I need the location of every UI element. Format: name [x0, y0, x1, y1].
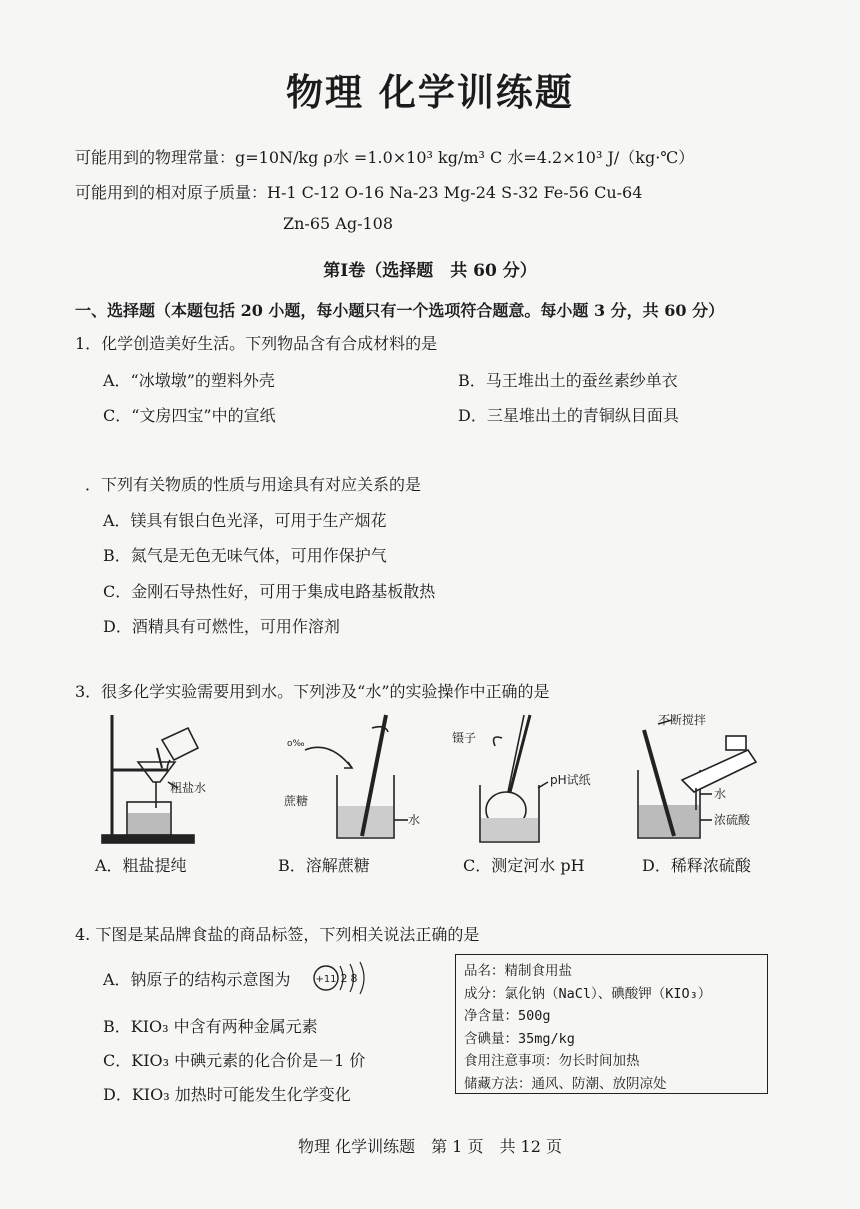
atomic-masses: 可能用到的相对原子质量：H-1 C-12 O-16 Na-23 Mg-24 S-32 Fe-56 Cu-64	[75, 183, 643, 202]
label-tweezers: 镊子	[452, 731, 477, 745]
atom-shell-2: 8	[350, 972, 358, 985]
question-2-stem: ．下列有关物质的性质与用途具有对应关系的是	[85, 475, 422, 494]
label-product-name: 品名：精制食用盐	[464, 963, 572, 979]
question-4-option-a	[103, 967, 291, 990]
question-1-option-a: A．“冰墩墩”的塑料外壳	[103, 371, 275, 390]
question-3-option-b: B．溶解蔗糖	[278, 856, 370, 875]
label-sucrose: 蔗糖	[284, 794, 309, 808]
question-3-option-a: A．粗盐提纯	[95, 856, 187, 875]
question-4-option-b: B．KIO₃ 中含有两种金属元素	[103, 1017, 318, 1036]
atom-shell-1: 2	[340, 972, 348, 985]
filtration-figure	[102, 715, 198, 843]
question-2-option-d: D．酒精具有可燃性，可用作溶剂	[103, 617, 340, 636]
atom-nucleus: +11	[315, 974, 337, 985]
question-2-option-b: B．氮气是无色无味气体，可用作保护气	[103, 546, 387, 565]
question-2-option-a: A．镁具有银白色光泽，可用于生产烟花	[103, 511, 387, 530]
label-stir: 不断搅拌	[658, 713, 707, 727]
atomic-masses-cont: Zn-65 Ag-108	[283, 214, 394, 233]
question-1-option-c: C．“文房四宝”中的宣纸	[103, 406, 276, 425]
question-4-option-d: D．KIO₃ 加热时可能发生化学变化	[103, 1085, 351, 1104]
question-1-option-b: B．马王堆出土的蚕丝素纱单衣	[458, 371, 678, 390]
question-1-stem: 1．化学创造美好生活。下列物品含有合成材料的是	[75, 334, 438, 353]
dissolve-sugar-figure	[287, 715, 408, 838]
label-net-content: 净含量：500g	[464, 1008, 551, 1024]
label-crude-salt-water: 粗盐水	[170, 781, 207, 795]
label-usage-notes: 食用注意事项：勿长时间加热	[464, 1053, 640, 1069]
experiment-figures	[90, 710, 790, 850]
question-3-option-c: C．测定河水 pH	[463, 856, 585, 875]
physics-constants: 可能用到的物理常量：g=10N/kg ρ水 =1.0×10³ kg/m³ C 水=4.2×10³ J/（kg·℃）	[75, 148, 695, 167]
part-heading: 一、选择题（本题包括 20 小题，每小题只有一个选项符合题意。每小题 3 分，共 60 分）	[75, 301, 725, 320]
sodium-atom-diagram	[310, 958, 370, 998]
svg-text:o‰: o‰	[287, 739, 305, 749]
question-4-stem: 4. 下图是某品牌食盐的商品标签，下列相关说法正确的是	[75, 925, 480, 944]
label-water-d: 水	[714, 787, 727, 801]
label-water-b: 水	[408, 813, 421, 827]
question-4-option-a-text: A．钠原子的结构示意图为	[103, 970, 291, 989]
question-3-option-d: D．稀释浓硫酸	[642, 856, 751, 875]
label-iodine-content: 含碘量：35mg/kg	[464, 1030, 575, 1047]
label-conc-acid: 浓硫酸	[714, 813, 751, 827]
label-ph-paper: pH试纸	[550, 773, 591, 787]
label-ingredients: 成分：氯化钠（NaCl）、碘酸钾（KIO₃）	[464, 985, 712, 1002]
page-footer: 物理 化学训练题 第 1 页 共 12 页	[298, 1137, 562, 1156]
ph-test-figure	[480, 715, 548, 842]
question-4-option-c: C．KIO₃ 中碘元素的化合价是－1 价	[103, 1051, 366, 1070]
label-storage: 储藏方法：通风、防潮、放阴凉处	[464, 1075, 667, 1092]
page-title: 物理 化学训练题	[286, 70, 574, 114]
question-2-option-c: C．金刚石导热性好，可用于集成电路基板散热	[103, 582, 436, 601]
question-1-option-d: D．三星堆出土的青铜纵目面具	[458, 406, 679, 425]
salt-product-label	[455, 954, 768, 1094]
section-title: 第Ⅰ卷（选择题 共 60 分）	[323, 261, 537, 281]
question-3-stem: 3．很多化学实验需要用到水。下列涉及“水”的实验操作中正确的是	[75, 682, 550, 701]
